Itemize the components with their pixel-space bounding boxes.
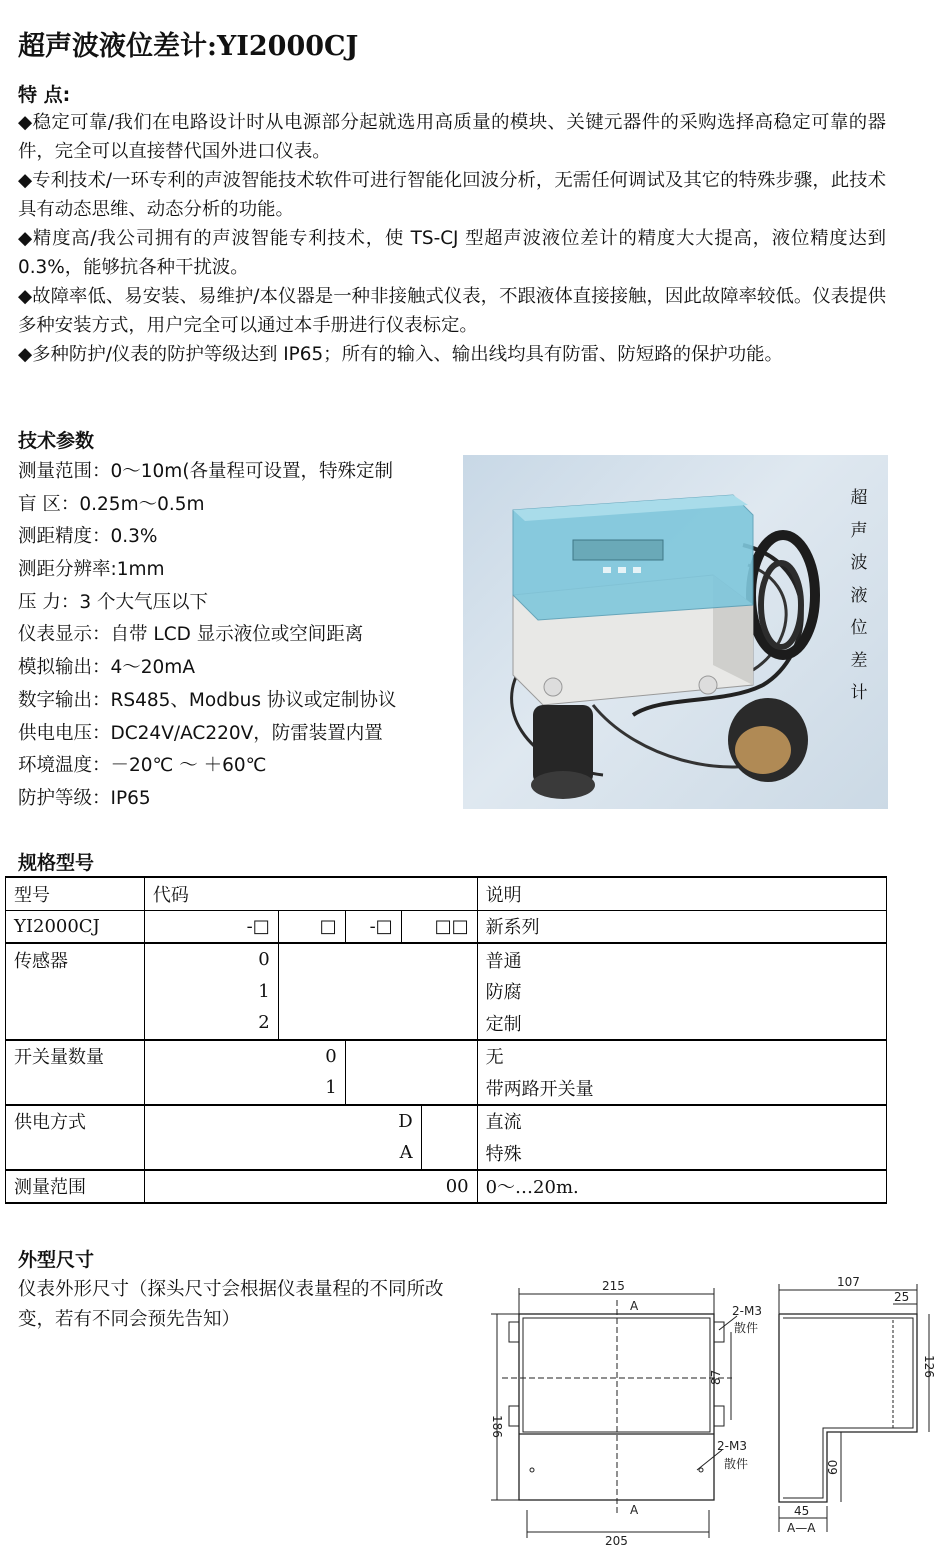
param-digital-output: 数字输出：RS485、Modbus 协议或定制协议 [18, 689, 397, 711]
tech-params [18, 456, 438, 816]
dim-side-height: 126 [922, 1355, 936, 1378]
code-slot-2: □ [278, 910, 345, 943]
dim-width-top: 215 [602, 1279, 625, 1293]
dim-side-width: 107 [837, 1275, 860, 1289]
range-desc: 0～…20m. [477, 1170, 886, 1204]
header-code: 代码 [144, 877, 477, 910]
feature-item: ◆稳定可靠/我们在电路设计时从电源部分起就选用高质量的模块、关键元器件的采购选择高稳定可靠的器件，完全可以直接替代国外进口仪表。 [18, 112, 886, 162]
code-slot-4: □□ [401, 910, 477, 943]
dim-side-top: 25 [894, 1290, 910, 1304]
feature-item: ◆多种防护/仪表的防护等级达到 IP65；所有的输入、输出线均具有防雷、防短路的保护功能。 [18, 344, 783, 365]
section-marker-bottom: A [630, 1503, 639, 1517]
caption-char: 波 [850, 553, 868, 573]
features-heading: 特 点: [18, 84, 71, 106]
dims-intro: 仪表外形尺寸（探头尺寸会根据仪表量程的不同所改变，若有不同会预先告知） [18, 1279, 444, 1330]
section-label: A—A [787, 1521, 816, 1535]
param-analog-output: 模拟输出：4～20mA [18, 657, 195, 679]
sensor-desc: 定制 [477, 1007, 886, 1040]
dim-height-total: 186 [490, 1415, 504, 1438]
dim-side-low: 60 [826, 1459, 840, 1475]
part-label-top: 散件 [734, 1321, 759, 1335]
power-desc: 特殊 [477, 1137, 886, 1170]
switch-desc: 无 [477, 1040, 886, 1073]
page-title: 超声波液位差计:YI2000CJ [18, 31, 359, 62]
caption-char: 位 [850, 618, 868, 638]
model-cell: YI2000CJ [6, 910, 145, 943]
param-blind-zone: 盲 区：0.25m～0.5m [18, 493, 205, 515]
power-code: D [144, 1105, 421, 1138]
param-resolution: 测距分辨率:1mm [18, 559, 165, 581]
m3-label-top: 2-M3 [732, 1304, 762, 1318]
photo-caption [849, 482, 869, 710]
dim-height-mid: 87 [709, 1369, 723, 1385]
model-desc: 新系列 [477, 910, 886, 943]
product-photo [463, 455, 888, 809]
sensor-desc: 普通 [477, 943, 886, 976]
param-display: 仪表显示：自带 LCD 显示液位或空间距离 [18, 624, 364, 646]
feature-item: ◆故障率低、易安装、易维护/本仪器是一种非接触式仪表，不跟液体直接接触，因此故障率较低。仪表提供多种安装方式，用户完全可以通过本手册进行仪表标定。 [18, 286, 886, 336]
param-accuracy: 测距精度：0.3% [18, 526, 158, 548]
section-marker-top: A [630, 1299, 639, 1313]
caption-char: 差 [850, 650, 868, 671]
param-range: 测量范围：0～10m(各量程可设置，特殊定制 [18, 461, 394, 482]
power-code: A [144, 1137, 421, 1170]
dimension-drawing [487, 1270, 939, 1550]
caption-char: 声 [850, 520, 868, 541]
switch-code: 0 [144, 1040, 345, 1073]
m3-label-bottom: 2-M3 [717, 1439, 747, 1453]
param-pressure: 压 力：3 个大气压以下 [18, 591, 209, 613]
spec-heading: 规格型号 [18, 852, 95, 874]
sensor-label: 传感器 [6, 943, 145, 976]
switch-desc: 带两路开关量 [477, 1072, 886, 1105]
header-desc: 说明 [477, 877, 886, 910]
sensor-code: 1 [144, 976, 278, 1008]
caption-char: 超 [850, 488, 868, 508]
dim-side-base: 45 [794, 1504, 810, 1518]
features-list [18, 108, 886, 369]
param-protection: 防护等级：IP65 [18, 787, 151, 809]
tech-heading: 技术参数 [18, 430, 95, 452]
caption-char: 计 [850, 683, 868, 703]
switch-code: 1 [144, 1072, 345, 1105]
range-code: 00 [144, 1170, 477, 1204]
power-desc: 直流 [477, 1105, 886, 1138]
sensor-desc: 防腐 [477, 976, 886, 1008]
switch-label: 开关量数量 [6, 1040, 145, 1073]
spec-table [5, 876, 887, 1204]
dims-heading: 外型尺寸 [18, 1249, 95, 1271]
sensor-code: 0 [144, 943, 278, 976]
param-power-supply: 供电电压：DC24V/AC220V，防雷装置内置 [18, 722, 383, 744]
param-temperature: 环境温度：－20℃ ～ ＋60℃ [18, 755, 267, 777]
part-label-bottom: 散件 [724, 1457, 749, 1471]
code-slot-3: -□ [345, 910, 401, 943]
range-label: 测量范围 [6, 1170, 145, 1204]
header-model: 型号 [6, 877, 145, 910]
feature-item: ◆专利技术/一环专利的声波智能技术软件可进行智能化回波分析，无需任何调试及其它的特殊步骤，此技术具有动态思维、动态分析的功能。 [18, 170, 886, 220]
caption-char: 液 [850, 585, 868, 606]
power-label: 供电方式 [6, 1105, 145, 1138]
sensor-code: 2 [144, 1007, 278, 1040]
feature-item: ◆精度高/我公司拥有的声波智能专利技术，使 TS-CJ 型超声波液位差计的精度大大提高，液位精度达到 0.3%，能够抗各种干扰波。 [18, 228, 886, 278]
dim-width-bottom: 205 [605, 1534, 628, 1548]
instrument-illustration [463, 455, 888, 809]
code-slot-1: -□ [144, 910, 278, 943]
